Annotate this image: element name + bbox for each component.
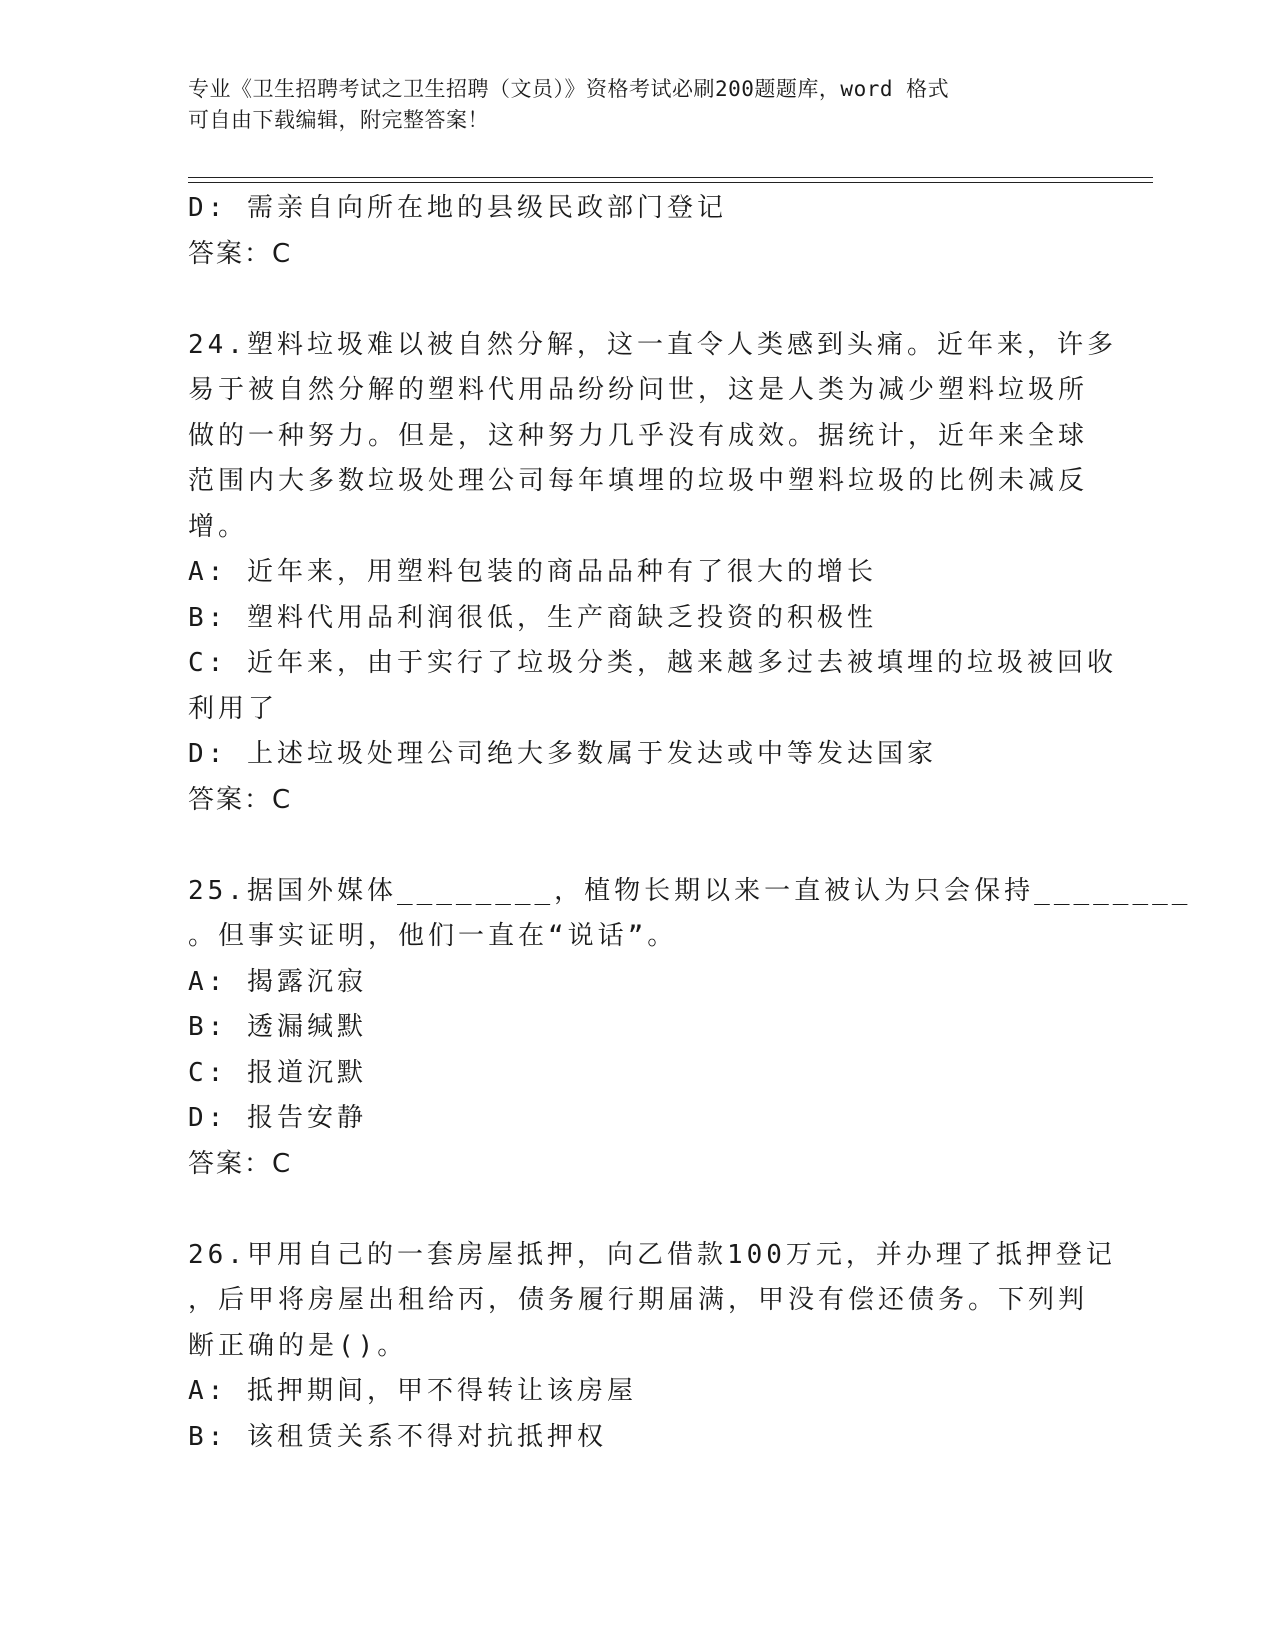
answer: 答案：C (188, 1148, 293, 1179)
question-stem-line: 易于被自然分解的塑料代用品纷纷问世，这是人类为减少塑料垃圾所 (188, 375, 1089, 405)
page-header (188, 74, 1068, 136)
question-stem-line: 做的一种努力。但是，这种努力几乎没有成效。据统计，近年来全球 (188, 420, 1089, 451)
question-stem-line: 24.塑料垃圾难以被自然分解，这一直令人类感到头痛。近年来，许多 (188, 329, 1117, 360)
header-rule-bottom (188, 182, 1153, 183)
spacer (188, 1187, 1068, 1233)
question-stem-line: 增。 (188, 511, 249, 542)
option-c: C: 报道沉默 (188, 1057, 367, 1088)
option-a: A: 近年来，用塑料包装的商品品种有了很大的增长 (188, 557, 877, 587)
question-stem-line: 26.甲用自己的一套房屋抵押，向乙借款100万元，并办理了抵押登记 (188, 1239, 1116, 1270)
header-line-1: 专业《卫生招聘考试之卫生招聘（文员）》资格考试必刷200题题库，word 格式 (188, 77, 950, 101)
answer: 答案：C (188, 238, 293, 269)
question-stem-line: ，后甲将房屋出租给丙，债务履行期届满，甲没有偿还债务。下列判 (188, 1285, 1089, 1315)
option-d: D: 需亲自向所在地的县级民政部门登记 (188, 193, 727, 223)
option-c: C: 近年来，由于实行了垃圾分类，越来越多过去被填埋的垃圾被回收 (188, 648, 1117, 678)
question-stem-line: 。但事实证明，他们一直在“说话”。 (188, 921, 678, 951)
option-b: B: 该租赁关系不得对抗抵押权 (188, 1421, 607, 1452)
option-d: D: 报告安静 (188, 1103, 367, 1133)
option-a: A: 抵押期间，甲不得转让该房屋 (188, 1376, 637, 1406)
option-a: A: 揭露沉寂 (188, 966, 367, 997)
question-stem-line: 范围内大多数垃圾处理公司每年填埋的垃圾中塑料垃圾的比例未减反 (188, 466, 1089, 496)
option-d: D: 上述垃圾处理公司绝大多数属于发达或中等发达国家 (188, 739, 937, 769)
option-b: B: 透漏缄默 (188, 1012, 367, 1042)
option-b: B: 塑料代用品利润很低，生产商缺乏投资的积极性 (188, 602, 877, 633)
question-25 (188, 869, 1192, 1188)
spacer (188, 277, 1068, 323)
question-23-tail (188, 186, 1068, 277)
question-content (188, 186, 1192, 1460)
header-line-2: 可自由下载编辑，附完整答案！ (188, 108, 489, 132)
answer: 答案：C (188, 784, 293, 815)
header-rule-top (188, 177, 1153, 178)
spacer (188, 823, 1068, 869)
option-c-continued: 利用了 (188, 693, 279, 724)
question-26 (188, 1233, 1116, 1461)
question-stem-line: 断正确的是()。 (188, 1330, 408, 1361)
question-24 (188, 323, 1117, 824)
question-stem-line: 25.据国外媒体________，植物长期以来一直被认为只会保持________ (188, 875, 1192, 906)
